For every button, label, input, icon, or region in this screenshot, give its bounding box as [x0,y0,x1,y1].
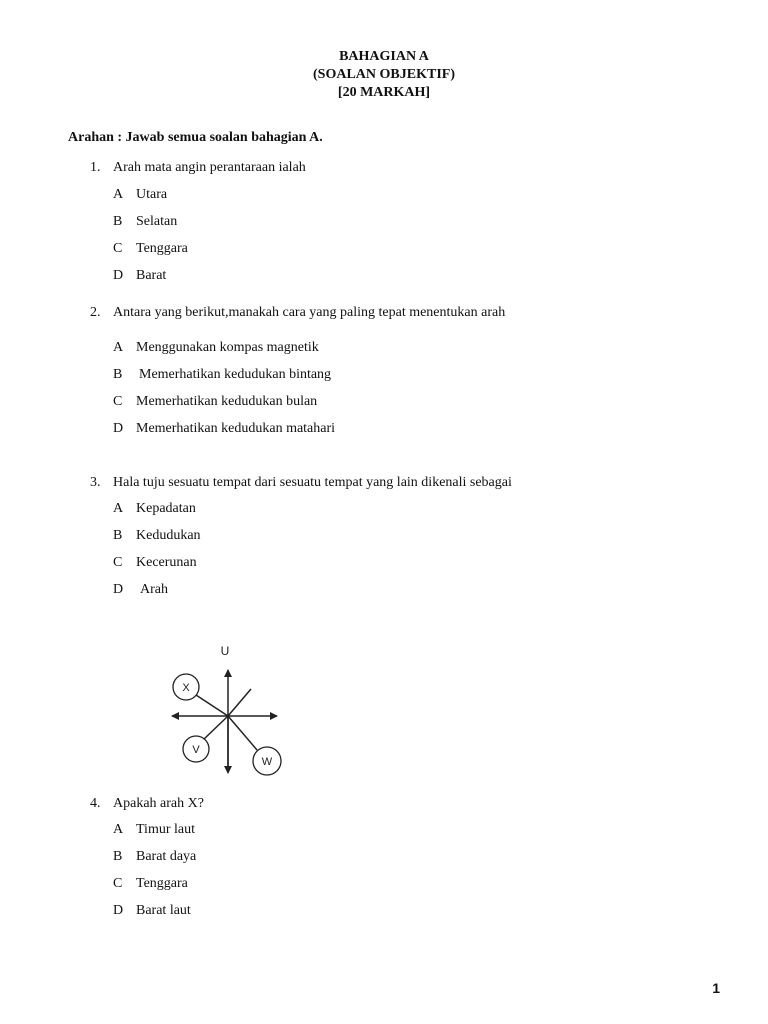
option-1b [113,214,177,230]
option-1d [113,268,166,284]
option-letter: A [113,340,124,355]
option-text: Memerhatikan kedudukan bulan [136,394,318,409]
option-letter: A [113,187,124,202]
option-text: Selatan [136,214,178,229]
question-text: Hala tuju sesuatu tempat dari sesuatu tempat yang lain dikenali sebagai [113,475,512,490]
line-to-x [196,695,228,716]
option-text: Barat laut [136,903,191,918]
option-letter: D [113,421,124,436]
question-text: Antara yang berikut,manakah cara yang paling tepat menentukan arah [113,305,506,320]
question-number: 4. [90,796,101,811]
line-to-w [228,716,257,750]
option-2d [113,421,335,437]
option-letter: D [113,903,124,918]
option-text: Timur laut [136,822,195,837]
section-marks: [20 MARKAH] [337,85,431,100]
option-letter: A [113,822,124,837]
option-3d [113,582,168,598]
option-1c [113,241,188,257]
question-text: Apakah arah X? [113,796,204,811]
question-number: 1. [90,160,101,175]
page-number: 1 [712,980,720,996]
option-4b [113,849,196,865]
option-text: Memerhatikan kedudukan bintang [139,367,332,382]
question-4 [90,796,204,812]
option-3c [113,555,197,571]
question-number: 3. [90,475,101,490]
option-letter: B [113,849,123,864]
option-1a [113,187,167,203]
line-to-v [203,716,228,740]
option-text: Memerhatikan kedudukan matahari [136,421,336,436]
option-2c [113,394,317,410]
north-label: U [220,644,230,658]
option-text: Arah [140,582,168,597]
option-2b [113,367,331,383]
label-v: V [192,744,200,756]
section-header [0,48,768,102]
option-text: Barat daya [136,849,197,864]
option-text: Tenggara [136,876,188,891]
option-text: Utara [136,187,168,202]
question-number: 2. [90,305,101,320]
question-text: Arah mata angin perantaraan ialah [113,160,306,175]
option-letter: C [113,555,123,570]
option-letter: D [113,268,124,283]
compass-diagram [163,642,303,782]
option-4c [113,876,188,892]
option-text: Kecerunan [136,555,197,570]
question-2 [90,305,505,321]
option-letter: B [113,367,123,382]
option-3a [113,501,196,517]
question-1 [90,160,306,176]
section-title: BAHAGIAN A [339,49,429,64]
option-letter: C [113,876,123,891]
option-text: Tenggara [136,241,188,256]
option-3b [113,528,201,544]
label-w: W [261,756,273,768]
option-text: Barat [136,268,167,283]
option-letter: C [113,241,123,256]
instruction: Arahan : Jawab semua soalan bahagian A. [68,130,323,145]
option-letter: C [113,394,123,409]
option-letter: A [113,501,124,516]
option-letter: D [113,582,124,597]
label-x: X [182,682,190,694]
question-3 [90,475,512,491]
option-4d [113,903,191,919]
option-text: Kedudukan [136,528,201,543]
option-text: Kepadatan [136,501,196,516]
option-letter: B [113,528,123,543]
option-2a [113,340,319,356]
option-text: Menggunakan kompas magnetik [136,340,319,355]
northeast-line [228,689,251,716]
option-letter: B [113,214,123,229]
option-4a [113,822,195,838]
section-subtitle: (SOALAN OBJEKTIF) [313,67,455,82]
compass-svg [163,642,303,782]
